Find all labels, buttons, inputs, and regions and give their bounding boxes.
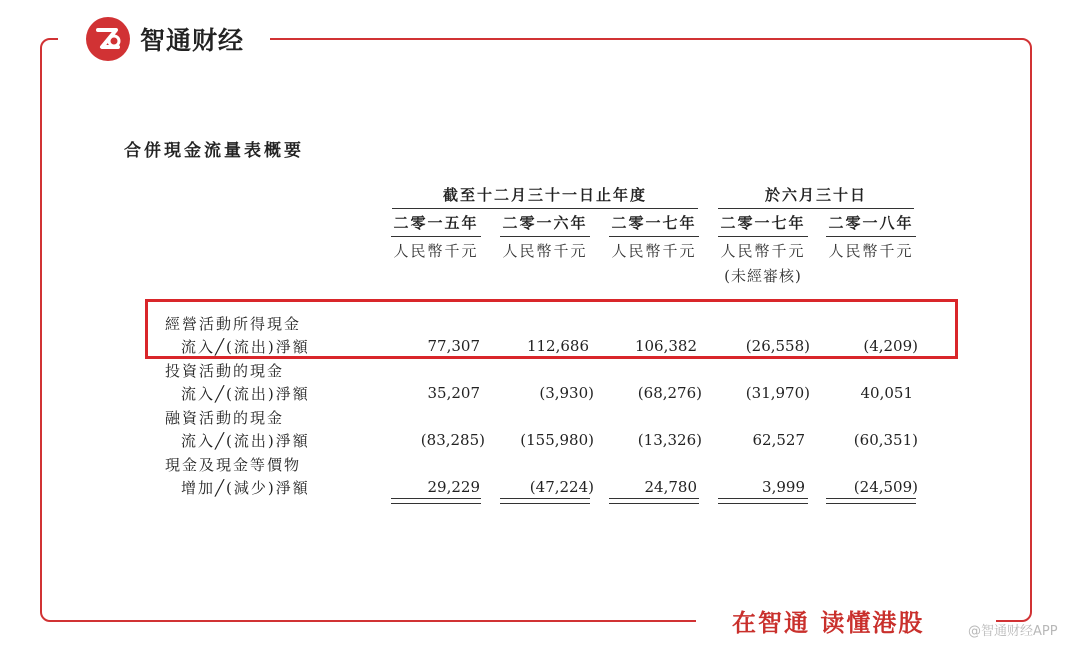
- zhitong-logo-icon: [86, 17, 130, 61]
- table-cell: 40,051: [860, 384, 913, 402]
- double-underline: [826, 498, 916, 504]
- row-label-line2: 流入╱(流出)淨額: [181, 385, 310, 403]
- row-label-line1: 經營活動所得現金: [165, 315, 302, 333]
- double-underline: [500, 498, 590, 504]
- table-cell: 35,207: [427, 384, 480, 402]
- table-cell: 62,527: [752, 431, 805, 449]
- row-label-line1: 融資活動的現金: [165, 409, 285, 427]
- brand-name: 智通财经: [140, 26, 245, 55]
- row-label-line2: 增加╱(減少)淨額: [181, 479, 310, 497]
- table-cell: (26,558): [745, 337, 810, 355]
- column-unit: 人民幣千元: [828, 242, 914, 260]
- table-cell: (3,930): [539, 384, 594, 402]
- double-underline: [391, 498, 481, 504]
- double-underline: [609, 498, 699, 504]
- table-cell: (83,285): [420, 431, 485, 449]
- table-cell: (68,276): [637, 384, 702, 402]
- table-cell: 3,999: [762, 478, 805, 496]
- column-unit: 人民幣千元: [720, 242, 806, 260]
- column-group-fiscal-years: 截至十二月三十一日止年度: [392, 184, 698, 209]
- column-year-2016: 二零一六年: [500, 212, 590, 237]
- column-group-june-30: 於六月三十日: [718, 184, 914, 209]
- table-cell: 106,382: [634, 337, 697, 355]
- table-cell: 24,780: [644, 478, 697, 496]
- table-cell: (31,970): [745, 384, 810, 402]
- column-year-2017-interim: 二零一七年: [718, 212, 808, 237]
- table-cell: 112,686: [526, 337, 589, 355]
- brand-slogan: 在智通 读懂港股: [732, 609, 925, 637]
- table-cell: (24,509): [853, 478, 918, 496]
- table-cell: 77,307: [427, 337, 480, 355]
- table-cell: (155,980): [520, 431, 594, 449]
- table-cell: (60,351): [853, 431, 918, 449]
- table-cell: (13,326): [637, 431, 702, 449]
- column-unit: 人民幣千元: [611, 242, 697, 260]
- table-cell: 29,229: [427, 478, 480, 496]
- row-label-line1: 現金及現金等價物: [165, 456, 302, 474]
- column-year-2015: 二零一五年: [391, 212, 481, 237]
- table-cell: (47,224): [529, 478, 594, 496]
- document-title: 合併現金流量表概要: [124, 141, 304, 161]
- table-cell: (4,209): [863, 337, 918, 355]
- column-year-2018-interim: 二零一八年: [826, 212, 916, 237]
- column-unit: 人民幣千元: [393, 242, 479, 260]
- column-unaudited-note: (未經審核): [724, 267, 802, 285]
- brand-logo: [86, 17, 244, 61]
- column-unit: 人民幣千元: [502, 242, 588, 260]
- row-label-line1: 投資活動的現金: [165, 362, 285, 380]
- row-label-line2: 流入╱(流出)淨額: [181, 338, 310, 356]
- double-underline: [718, 498, 808, 504]
- row-label-line2: 流入╱(流出)淨額: [181, 432, 310, 450]
- column-year-2017: 二零一七年: [609, 212, 699, 237]
- watermark: @智通财经APP: [968, 624, 1058, 639]
